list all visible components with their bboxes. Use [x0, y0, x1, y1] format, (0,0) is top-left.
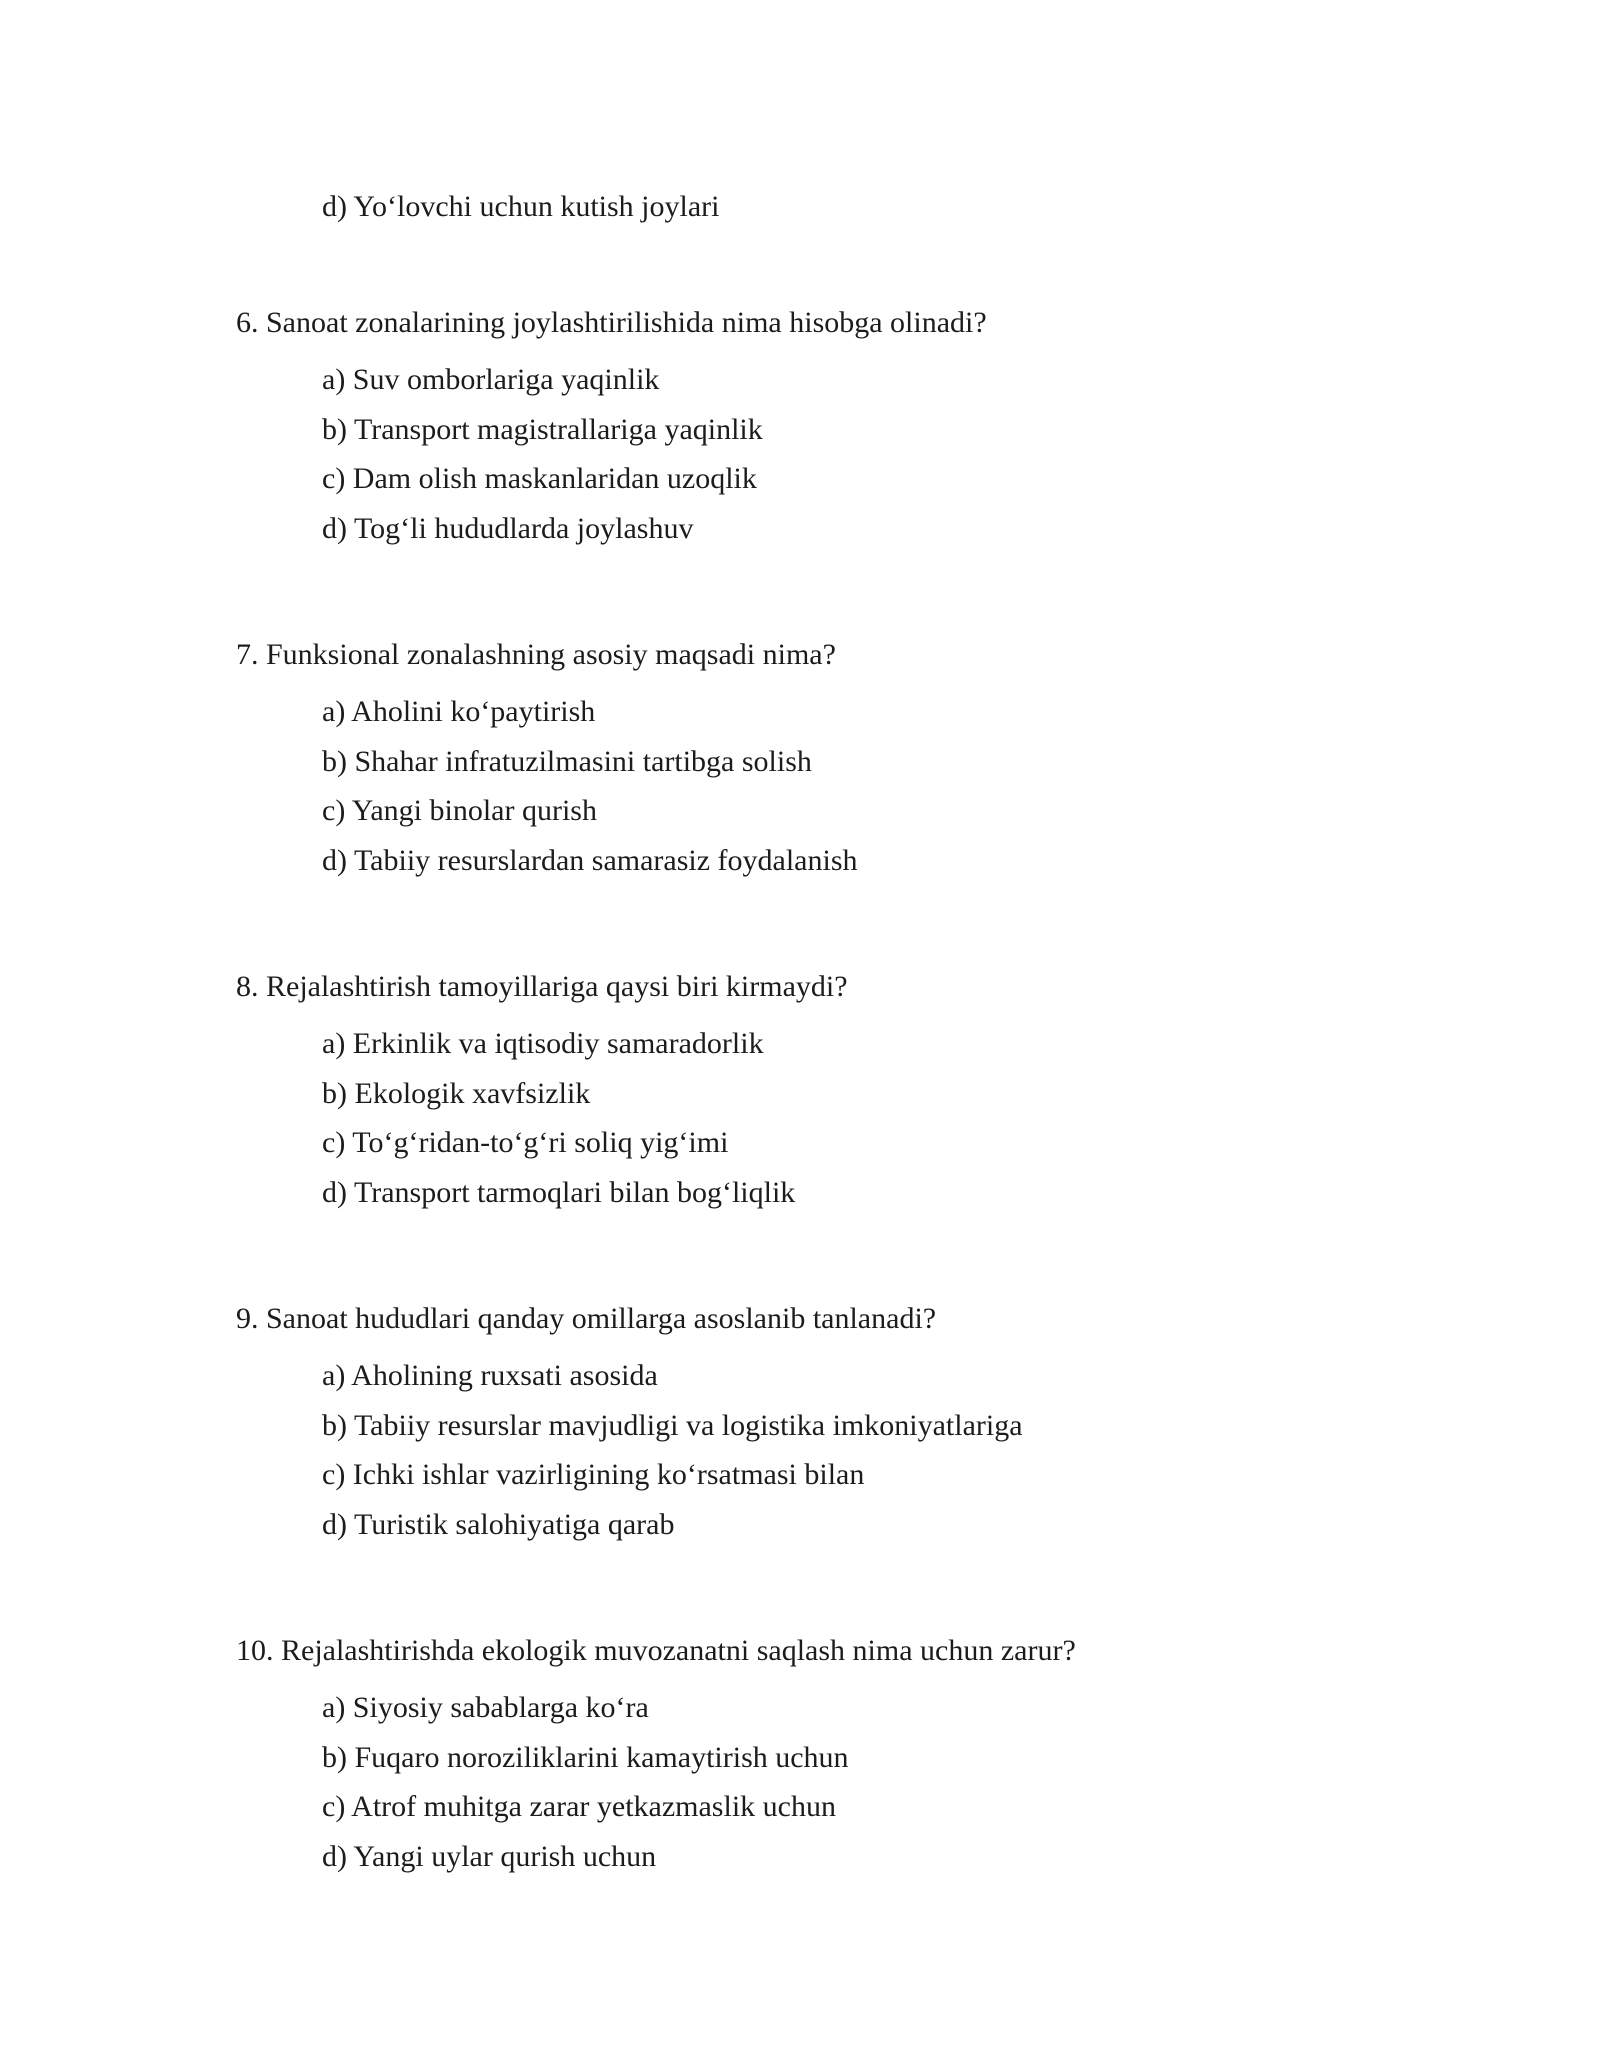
answer-option: d) Yangi uylar qurish uchun [322, 1839, 657, 1873]
answer-options [236, 360, 1436, 558]
answer-option: c) Dam olish maskanlaridan uzoqlik [322, 462, 757, 495]
question-block [236, 303, 1436, 558]
answer-options [236, 1688, 1436, 1886]
answer-option: d) Tog‘li hududlarda joylashuv [322, 511, 694, 545]
question-block [236, 1631, 1436, 1886]
answer-option: b) Ekologik xavfsizlik [322, 1076, 591, 1110]
answer-option: c) Atrof muhitga zarar yetkazmaslik uchun [322, 1790, 836, 1823]
answer-option: b) Tabiiy resurslar mavjudligi va logistika imkoniyatlariga [322, 1408, 1023, 1442]
answer-options [236, 1356, 1436, 1554]
question-text: 6. Sanoat zonalarining joylashtirilishida nima hisobga olinadi? [236, 306, 987, 339]
answer-option: d) Transport tarmoqlari bilan bog‘liqlik [322, 1175, 796, 1209]
question-text: 7. Funksional zonalashning asosiy maqsadi nima? [236, 638, 836, 671]
answer-option: b) Transport magistrallariga yaqinlik [322, 412, 763, 446]
answer-option: d) Yo‘lovchi uchun kutish joylari [322, 190, 720, 223]
answer-option: c) Ichki ishlar vazirligining ko‘rsatmasi bilan [322, 1458, 865, 1491]
question-text: 8. Rejalashtirish tamoyillariga qaysi biri kirmaydi? [236, 970, 848, 1003]
answer-option: a) Aholini ko‘paytirish [322, 695, 596, 728]
answer-options [236, 692, 1436, 890]
answer-option: a) Suv omborlariga yaqinlik [322, 363, 660, 396]
answer-option: a) Aholining ruxsati asosida [322, 1359, 658, 1392]
answer-option: a) Siyosiy sabablarga ko‘ra [322, 1691, 649, 1724]
answer-option: d) Turistik salohiyatiga qarab [322, 1507, 675, 1541]
answer-option: b) Fuqaro noroziliklarini kamaytirish uchun [322, 1740, 849, 1774]
question-block [236, 967, 1436, 1222]
question-text: 10. Rejalashtirishda ekologik muvozanatni saqlash nima uchun zarur? [236, 1634, 1076, 1667]
answer-option: d) Tabiiy resurslardan samarasiz foydalanish [322, 843, 858, 877]
question-list [236, 303, 1436, 1963]
question-block [236, 635, 1436, 890]
answer-option: b) Shahar infratuzilmasini tartibga solish [322, 744, 812, 778]
answer-option: c) Yangi binolar qurish [322, 794, 597, 827]
answer-option: a) Erkinlik va iqtisodiy samaradorlik [322, 1027, 764, 1060]
answer-option: c) To‘g‘ridan-to‘g‘ri soliq yig‘imi [322, 1126, 729, 1159]
question-block [236, 1299, 1436, 1554]
answer-options [236, 1024, 1436, 1222]
question-text: 9. Sanoat hududlari qanday omillarga asoslanib tanlanadi? [236, 1302, 937, 1335]
